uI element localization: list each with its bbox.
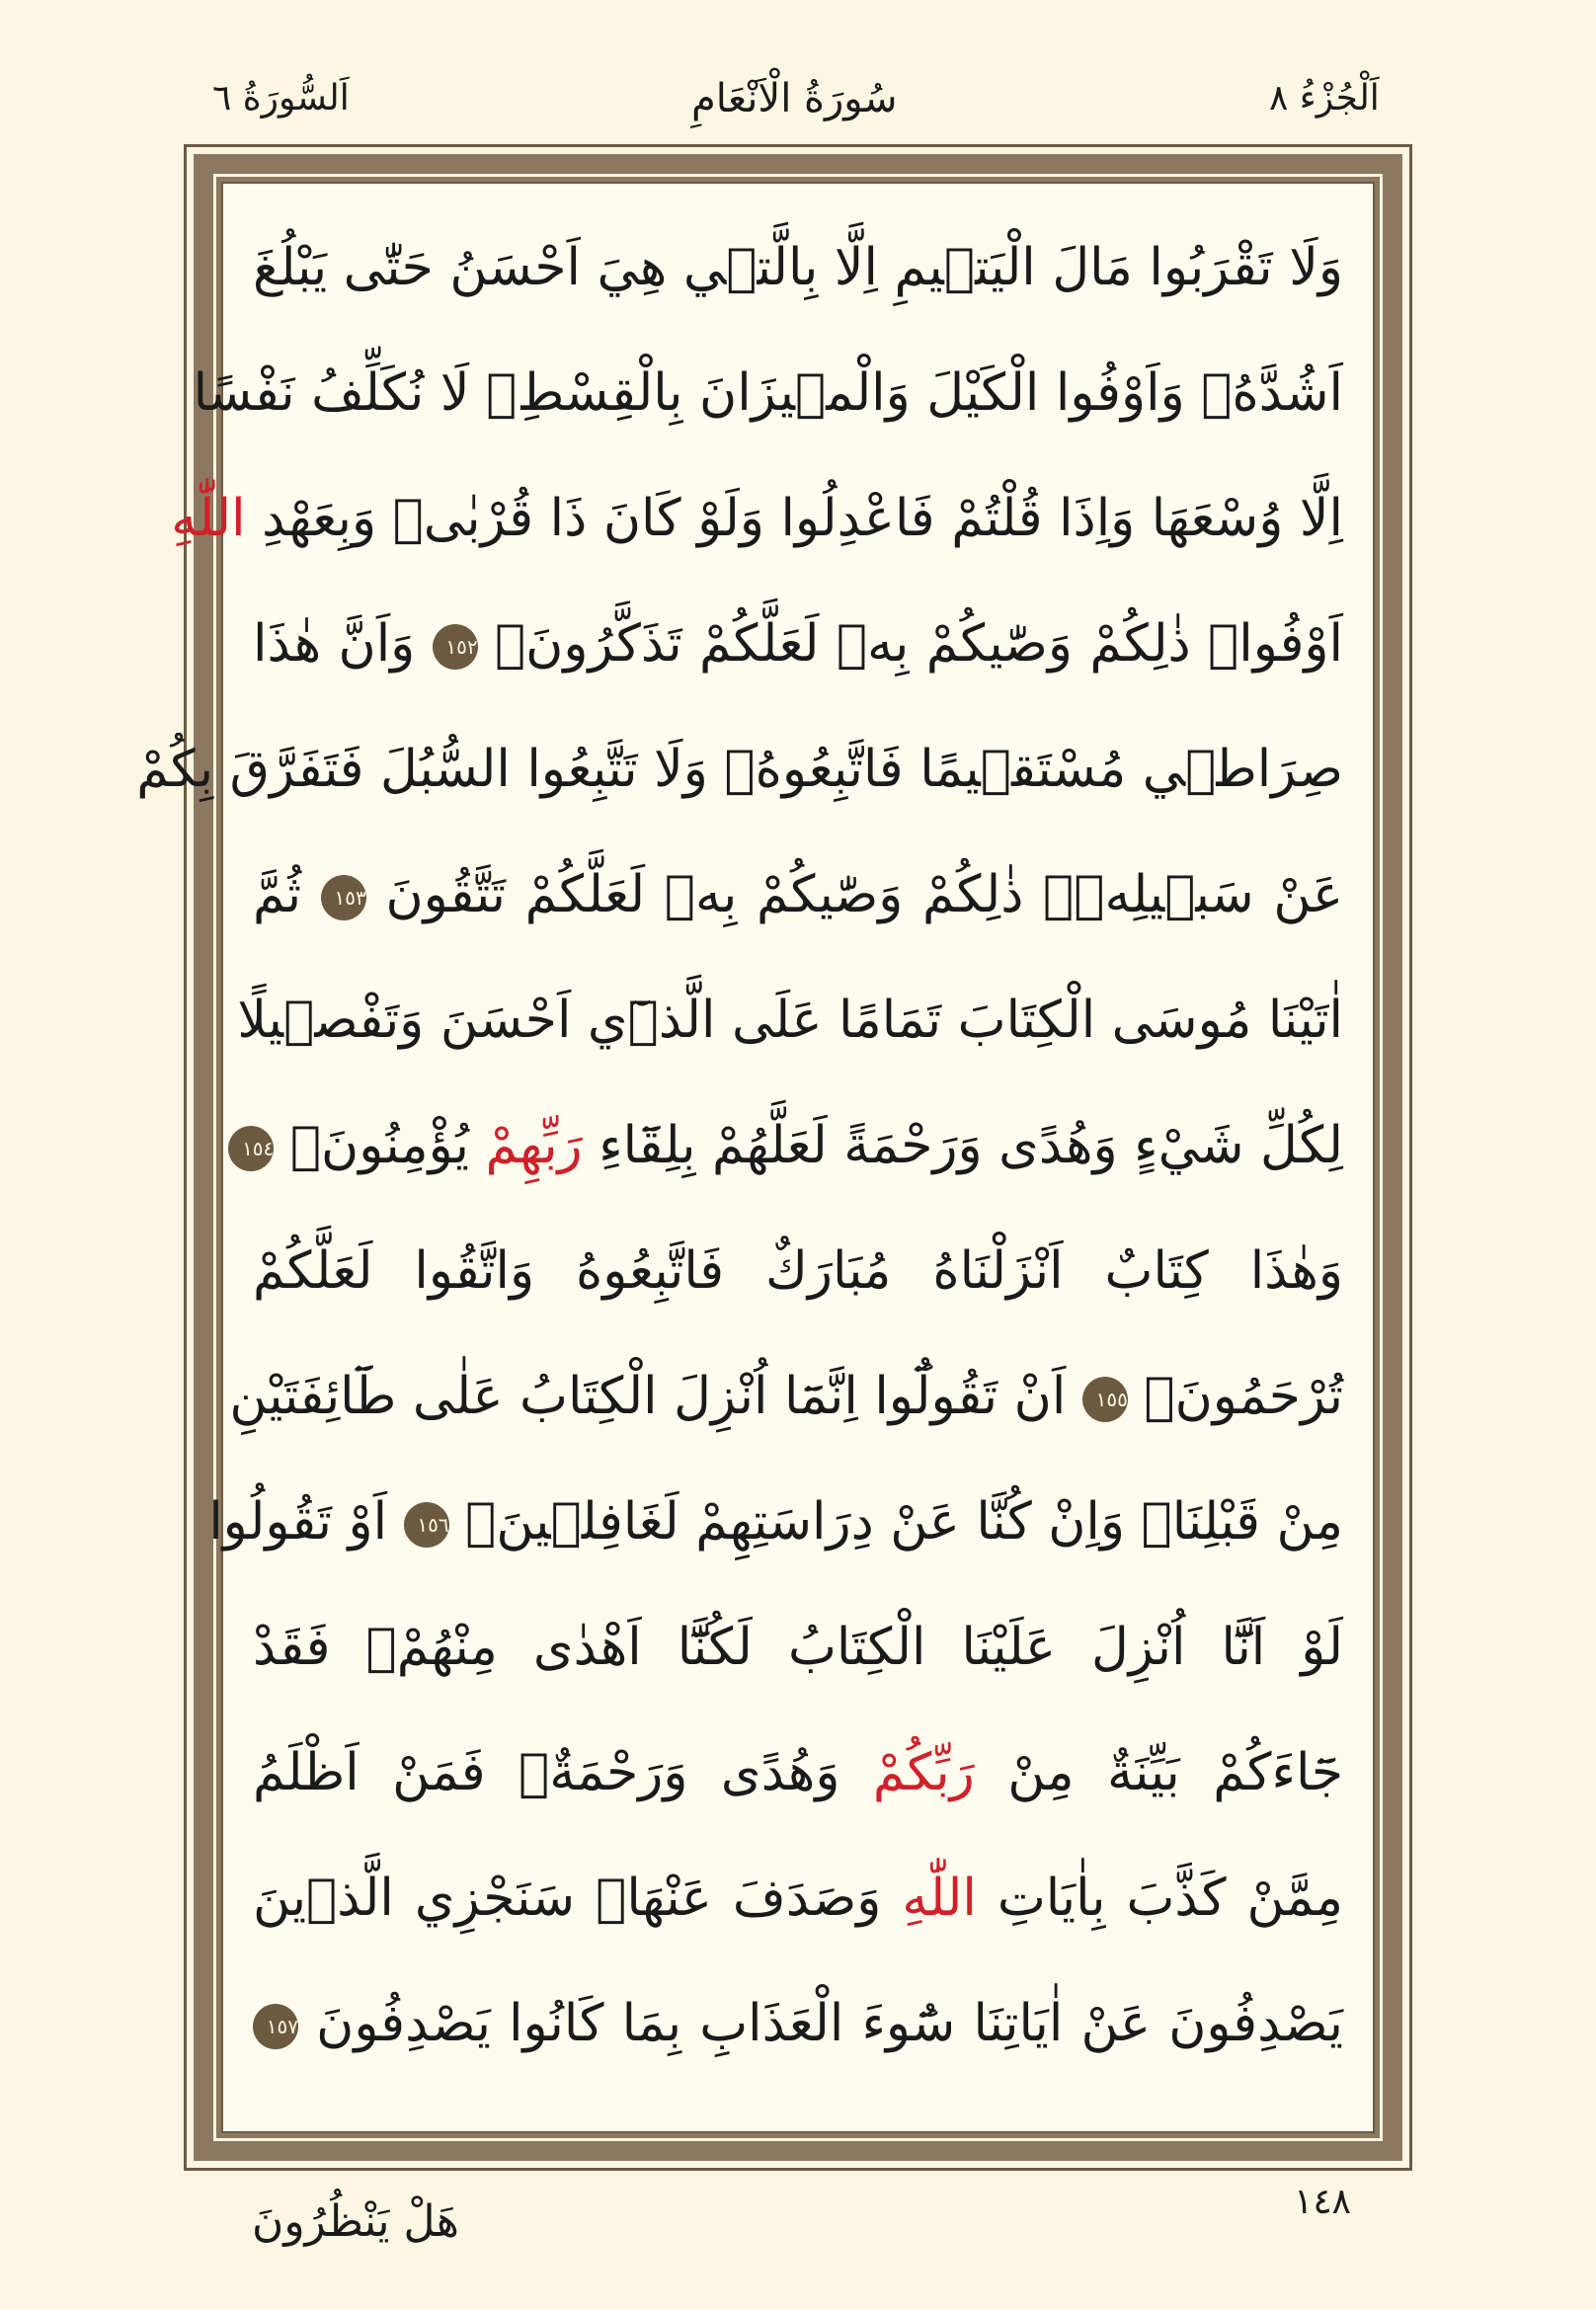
- surah-number: اَلسُّورَةُ ٦: [212, 78, 350, 119]
- verse-text: اِلَّا وُسْعَهَا وَاِذَا قُلْتُمْ فَاعْدِلُوا وَلَوْ كَانَ ذَا قُرْبٰىۚ وَبِعَهْدِ: [245, 489, 1343, 548]
- verse-text: اَنْ تَقُولُٓوا اِنَّمَٓا اُنْزِلَ الْكِتَابُ عَلٰى طَٓائِفَتَيْنِ: [229, 1367, 1082, 1426]
- verse-text: صِرَاط۪ي مُسْتَق۪يمًا فَاتَّبِعُوهُۚ وَلَا تَتَّبِعُوا السُّبُلَ فَتَفَرَّقَ بِكُمْ: [136, 740, 1343, 799]
- verse-text: وَصَدَفَ عَنْهَاۜ سَنَجْزِي الَّذ۪ينَ: [253, 1869, 903, 1928]
- verse-text: تُرْحَمُونَۙ: [1127, 1367, 1343, 1426]
- page-header: [0, 69, 1596, 128]
- verse-text: مِنْ قَبْلِنَاۖ وَاِنْ كُنَّا عَنْ دِرَاسَتِهِمْ لَغَافِل۪ينَۙ: [448, 1492, 1343, 1552]
- verse-text: وَاَنَّ هٰذَا: [253, 614, 433, 674]
- ayah-number-marker: ١٥٧: [253, 2004, 298, 2049]
- ayah-number-marker: ١٥٢: [433, 624, 478, 670]
- catchword: هَلْ يَنْظُرُونَ: [252, 2196, 459, 2247]
- verse-line-5: [136, 707, 1343, 832]
- verse-text: ثُمَّ: [253, 865, 321, 924]
- verse-line-11: [208, 1460, 1343, 1584]
- verse-line-6: [253, 833, 1343, 957]
- verse-line-15: [253, 1961, 1343, 2086]
- divine-name-highlight: اللّٰهِ: [902, 1869, 977, 1928]
- verse-text: جَٓاءَكُمْ بَيِّنَةٌ مِنْ: [974, 1743, 1343, 1802]
- verse-text: وَهُدًى وَرَحْمَةٌۚ فَمَنْ اَظْلَمُ: [253, 1743, 873, 1802]
- verse-line-4: [253, 582, 1343, 706]
- verse-text: مِمَّنْ كَذَّبَ بِاٰيَاتِ: [976, 1869, 1343, 1928]
- verse-text: اٰتَيْنَا مُوسَى الْكِتَابَ تَمَامًا عَلَى الَّذ۪ٓي اَحْسَنَ وَتَفْص۪يلًا: [237, 991, 1343, 1050]
- verse-line-12: [253, 1585, 1343, 1710]
- verse-line-2: [193, 331, 1343, 455]
- verse-line-7: [237, 958, 1343, 1082]
- verse-text: لَوْ اَنَّٓا اُنْزِلَ عَلَيْنَا الْكِتَابُ لَكُنَّٓا اَهْدٰى مِنْهُمْۚ فَقَدْ: [253, 1618, 1343, 1677]
- ayah-number-marker: ١٥٤: [228, 1126, 274, 1171]
- verse-line-13: [253, 1711, 1343, 1835]
- quran-text-panel: [136, 182, 1375, 2133]
- divine-name-highlight: اللّٰهِ: [171, 489, 246, 548]
- verse-line-3: [171, 456, 1343, 581]
- verse-text: وَهٰذَا كِتَابٌ اَنْزَلْنَاهُ مُبَارَكٌ فَاتَّبِعُوهُ وَاتَّقُوا لَعَلَّكُمْ: [253, 1241, 1343, 1301]
- juz-label: اَلْجُزْءُ ٨: [1269, 78, 1380, 119]
- verse-text: يُؤْمِنُونَ۟: [274, 1116, 486, 1175]
- divine-name-highlight: رَبِّهِمْ: [485, 1116, 583, 1175]
- ayah-number-marker: ١٥٦: [404, 1502, 449, 1548]
- ayah-number-marker: ١٥٣: [321, 875, 366, 920]
- verse-text: اَوْ تَقُولُوا: [208, 1492, 404, 1552]
- verse-line-1: [253, 205, 1343, 330]
- verse-line-10: [229, 1334, 1343, 1459]
- verse-text: اَوْفُواۜ ذٰلِكُمْ وَصّٰيكُمْ بِه۪ لَعَلَّكُمْ تَذَكَّرُونَۙ: [477, 614, 1343, 674]
- surah-title: سُورَةُ الْاَنْعَامِ: [691, 76, 898, 121]
- ayah-number-marker: ١٥٥: [1082, 1377, 1128, 1422]
- verse-line-14: [253, 1836, 1343, 1960]
- verse-text: لِكُلِّ شَيْءٍ وَهُدًى وَرَحْمَةً لَعَلَّهُمْ بِلِقَٓاءِ: [582, 1116, 1343, 1175]
- verse-text: عَنْ سَب۪يلِه۪ۜ ذٰلِكُمْ وَصّٰيكُمْ بِه۪ لَعَلَّكُمْ تَتَّقُونَ: [365, 865, 1343, 924]
- verse-line-9: [253, 1209, 1343, 1333]
- verse-line-8: [242, 1083, 1343, 1208]
- page-number: ١٤٨: [1294, 2182, 1352, 2222]
- verse-text: يَصْدِفُونَ عَنْ اٰيَاتِنَا سُٓوءَ الْعَذَابِ بِمَا كَانُوا يَصْدِفُونَ: [298, 1994, 1343, 2053]
- verse-text: اَشُدَّهُۚ وَاَوْفُوا الْكَيْلَ وَالْم۪يزَانَ بِالْقِسْطِۚ لَا نُكَلِّفُ نَفْسًا: [193, 363, 1343, 423]
- divine-name-highlight: رَبِّكُمْ: [872, 1743, 975, 1802]
- verse-text: وَلَا تَقْرَبُوا مَالَ الْيَت۪يمِ اِلَّا بِالَّت۪ي هِيَ اَحْسَنُ حَتّٰى يَبْلُغَ: [253, 238, 1343, 297]
